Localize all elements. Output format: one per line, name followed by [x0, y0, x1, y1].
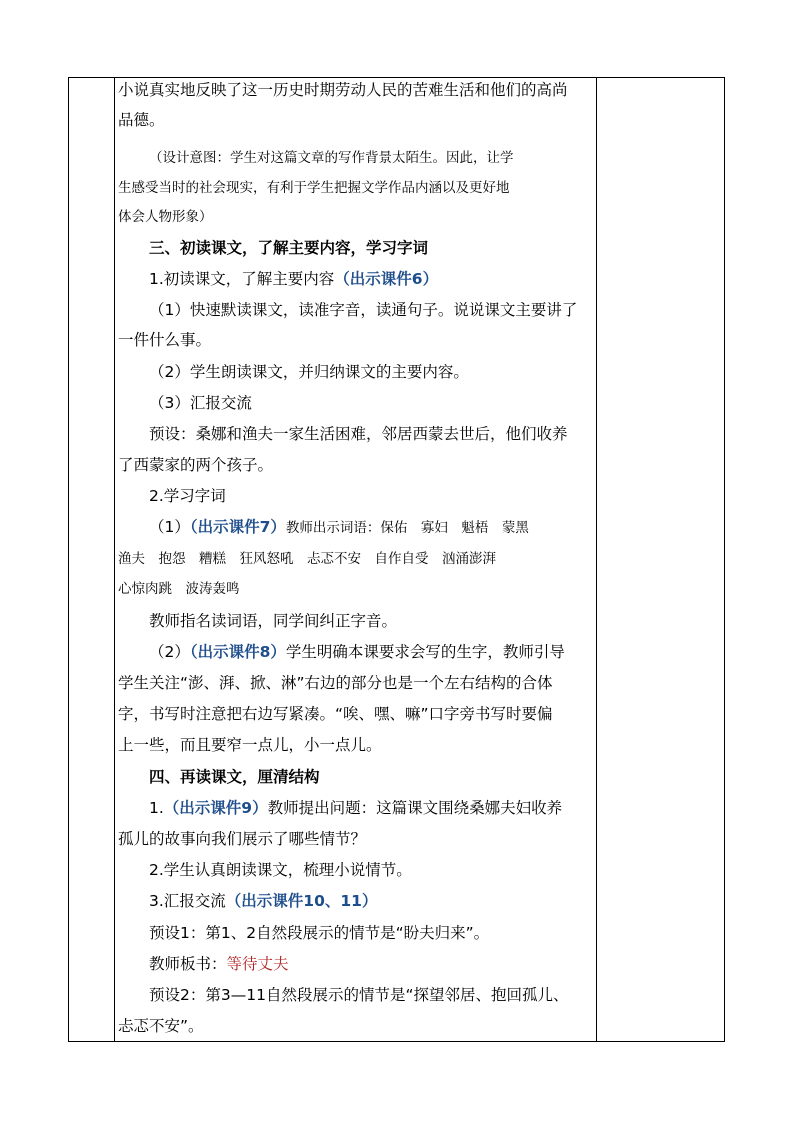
text-line: 忐忑不安”。 [118, 1017, 204, 1035]
text-line: 预设1：第1、2自然段展示的情节是“盼夫归来”。 [149, 924, 490, 942]
text-line [149, 269, 438, 289]
text-line: （1）快速默读课文，读准字音，读通句子。说说课文主要讲了 [149, 301, 578, 319]
text-line: 2.学生认真朗读课文，梳理小说情节。 [149, 861, 412, 879]
courseware-ref: （出示课件8） [189, 643, 286, 661]
text-line: （2）学生朗读课文，并归纳课文的主要内容。 [149, 363, 469, 381]
word-list: 渔夫 抱怨 糟糕 狂风怒吼 忐忑不安 自作自受 汹涌澎湃 [118, 551, 496, 567]
text-line: 学生关注“澎、湃、掀、淋”右边的部分也是一个左右结构的合体 [118, 674, 553, 692]
text-line [149, 642, 565, 662]
word-list: 教师出示词语：保佑 寡妇 魁梧 蒙黑 [285, 520, 529, 536]
courseware-ref: （出示课件6） [334, 270, 439, 288]
item-label: （1） [149, 518, 190, 536]
text-line: （3）汇报交流 [149, 394, 252, 412]
text-line: 教师指名读词语，同学间纠正字音。 [149, 612, 398, 630]
text-line: 预设：桑娜和渔夫一家生活困难，邻居西蒙去世后，他们收养 [149, 425, 568, 443]
courseware-ref: （出示课件9） [163, 799, 268, 817]
board-label: 教师板书： [149, 955, 227, 973]
text-line: 孤儿的故事向我们展示了哪些情节？ [118, 830, 367, 848]
text-line: 2.学习字词 [149, 487, 226, 505]
section-heading: 三、初读课文，了解主要内容，学习字词 [149, 239, 429, 257]
courseware-ref: （出示课件10、11） [225, 892, 378, 910]
text-line: 预设2：第3—11自然段展示的情节是“探望邻居、抱回孤儿、 [149, 986, 569, 1004]
text-line [149, 891, 377, 911]
text-segment: 教师提出问题：这篇课文围绕桑娜夫妇收养 [267, 799, 563, 817]
text-line: 字，书写时注意把右边写紧凑。“唉、嘿、嘛”口字旁书写时要偏 [118, 705, 553, 723]
column-divider [596, 78, 597, 1041]
text-line [149, 954, 289, 974]
text-line: 小说真实地反映了这一历史时期劳动人民的苦难生活和他们的高尚 [118, 81, 568, 99]
item-label: （2） [149, 643, 190, 661]
step-label: 1. [149, 799, 164, 817]
text-line: 品德。 [118, 111, 165, 129]
board-writing: 等待丈夫 [226, 955, 289, 973]
text-line [149, 517, 529, 538]
courseware-ref: （出示课件7） [189, 518, 286, 536]
design-intent: （设计意图：学生对这篇文章的写作背景太陌生。因此，让学 [149, 150, 514, 166]
text-line: 了西蒙家的两个孩子。 [118, 456, 274, 474]
design-intent: 体会人物形象） [118, 209, 213, 225]
text-line: 上一些，而且要窄一点儿，小一点儿。 [118, 736, 382, 754]
text-segment: 学生明确本课要求会写的生字，教师引导 [285, 643, 565, 661]
text-line: 一件什么事。 [118, 331, 212, 349]
step-label: 1.初读课文，了解主要内容 [149, 270, 335, 288]
word-list: 心惊肉跳 波涛轰鸣 [118, 581, 240, 597]
design-intent: 生感受当时的社会现实，有利于学生把握文学作品内涵以及更好地 [118, 180, 510, 196]
step-label: 3.汇报交流 [149, 892, 226, 910]
section-heading: 四、再读课文，厘清结构 [149, 768, 320, 786]
column-divider [114, 78, 115, 1041]
text-line [149, 798, 562, 818]
